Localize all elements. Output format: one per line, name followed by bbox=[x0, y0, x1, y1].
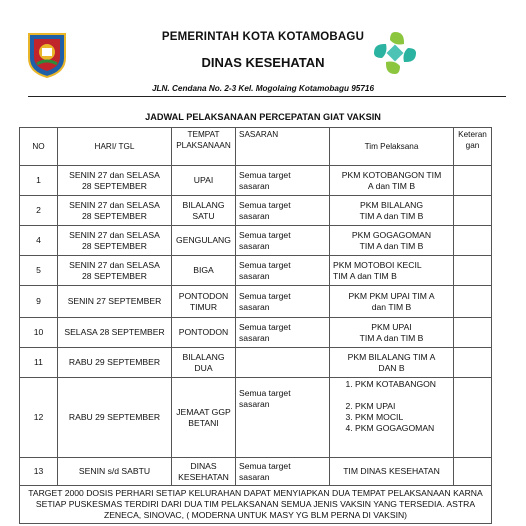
cell-tempat: PONTODON bbox=[172, 318, 236, 348]
table-row bbox=[20, 458, 492, 486]
footer-note: TARGET 2000 DOSIS PERHARI SETIAP KELURAHAN DAPAT MENYIAPKAN DUA TEMPAT PELAKSANAAN KARNA SETIAP PUSKESMAS TERDIRI DARI DUA TIM PELAKSANAN SEMUA JENIS VAKSIN YANG TERSEDIA. ASTRA ZENECA, SINOVAC, ( MODERNA UNTUK MASY YG BLM PERNA DI VAKSIN) bbox=[20, 486, 492, 524]
table-row bbox=[20, 378, 492, 458]
cell-tim: PKM BILALANG TIM A DAN B bbox=[330, 348, 454, 378]
cell-no: 10 bbox=[20, 318, 58, 348]
cell-hari: SENIN 27 dan SELASA 28 SEPTEMBER bbox=[58, 196, 172, 226]
cell-tim bbox=[330, 378, 454, 458]
header-no: NO bbox=[20, 128, 58, 166]
cell-tempat: GENGULANG bbox=[172, 226, 236, 256]
cell-sasaran: Semua target sasaran bbox=[236, 256, 330, 286]
header-tim: Tim Pelaksana bbox=[330, 128, 454, 166]
cell-tempat: UPAI bbox=[172, 166, 236, 196]
list-item: 4. PKM GOGAGOMAN bbox=[355, 423, 450, 434]
table-row bbox=[20, 286, 492, 318]
header-hari: HARI/ TGL bbox=[58, 128, 172, 166]
cell-tim: PKM MOTOBOI KECIL TIM A dan TIM B bbox=[330, 256, 454, 286]
header-sasaran: SASARAN bbox=[236, 128, 330, 166]
cell-hari: RABU 29 SEPTEMBER bbox=[58, 348, 172, 378]
cell-keterangan bbox=[454, 166, 492, 196]
cell-tempat: BILALANG SATU bbox=[172, 196, 236, 226]
table-row bbox=[20, 256, 492, 286]
cell-no: 11 bbox=[20, 348, 58, 378]
cell-tempat: JEMAAT GGP BETANI bbox=[172, 378, 236, 458]
cell-tim: PKM KOTOBANGON TIM A dan TIM B bbox=[330, 166, 454, 196]
cell-keterangan bbox=[454, 458, 492, 486]
table-footer-row bbox=[20, 486, 492, 524]
cell-tempat: BIGA bbox=[172, 256, 236, 286]
agency-name: DINAS KESEHATAN bbox=[201, 55, 325, 70]
cell-tim: TIM DINAS KESEHATAN bbox=[330, 458, 454, 486]
cell-sasaran: Semua target sasaran bbox=[236, 318, 330, 348]
cell-no: 1 bbox=[20, 166, 58, 196]
cell-hari: SENIN s/d SABTU bbox=[58, 458, 172, 486]
table-header-row bbox=[20, 128, 492, 166]
cell-keterangan bbox=[454, 378, 492, 458]
table-row bbox=[20, 348, 492, 378]
cell-tempat: DINAS KESEHATAN bbox=[172, 458, 236, 486]
cell-no: 5 bbox=[20, 256, 58, 286]
cell-no: 12 bbox=[20, 378, 58, 458]
cell-keterangan bbox=[454, 286, 492, 318]
list-item: 2. PKM UPAI bbox=[355, 401, 450, 412]
cell-no: 2 bbox=[20, 196, 58, 226]
table-row bbox=[20, 226, 492, 256]
document-title: JADWAL PELAKSANAAN PERCEPATAN GIAT VAKSIN bbox=[145, 112, 381, 122]
cell-sasaran: Semua target sasaran bbox=[236, 286, 330, 318]
cell-hari: RABU 29 SEPTEMBER bbox=[58, 378, 172, 458]
cell-keterangan bbox=[454, 256, 492, 286]
cell-no: 4 bbox=[20, 226, 58, 256]
cell-tim: PKM BILALANG TIM A dan TIM B bbox=[330, 196, 454, 226]
gov-name: PEMERINTAH KOTA KOTAMOBAGU bbox=[161, 31, 365, 43]
tim-list bbox=[333, 379, 450, 434]
cell-sasaran: Semua target sasaran bbox=[236, 226, 330, 256]
cell-tempat: PONTODON TIMUR bbox=[172, 286, 236, 318]
table-row bbox=[20, 166, 492, 196]
header-tempat: TEMPAT PLAKSANAAN bbox=[172, 128, 236, 166]
table-row bbox=[20, 196, 492, 226]
cell-keterangan bbox=[454, 318, 492, 348]
cell-hari: SELASA 28 SEPTEMBER bbox=[58, 318, 172, 348]
header-divider bbox=[28, 96, 506, 97]
cell-hari: SENIN 27 SEPTEMBER bbox=[58, 286, 172, 318]
cell-tim: PKM UPAI TIM A dan TIM B bbox=[330, 318, 454, 348]
address: JLN. Cendana No. 2-3 Kel. Mogolaing Kotamobagu 95716 bbox=[151, 84, 374, 93]
cell-hari: SENIN 27 dan SELASA 28 SEPTEMBER bbox=[58, 166, 172, 196]
cell-tempat: BILALANG DUA bbox=[172, 348, 236, 378]
cell-sasaran: Semua target sasaran bbox=[236, 458, 330, 486]
cell-no: 9 bbox=[20, 286, 58, 318]
cell-sasaran: Semua target sasaran bbox=[236, 196, 330, 226]
cell-tim: PKM PKM UPAI TIM A dan TIM B bbox=[330, 286, 454, 318]
health-ministry-logo-icon bbox=[372, 30, 418, 76]
table-row bbox=[20, 318, 492, 348]
list-item: 1. PKM KOTABANGON bbox=[355, 379, 450, 390]
schedule-table bbox=[19, 127, 492, 524]
cell-tim: PKM GOGAGOMAN TIM A dan TIM B bbox=[330, 226, 454, 256]
cell-keterangan bbox=[454, 348, 492, 378]
letterhead bbox=[0, 0, 526, 96]
cell-hari: SENIN 27 dan SELASA 28 SEPTEMBER bbox=[58, 256, 172, 286]
cell-hari: SENIN 27 dan SELASA 28 SEPTEMBER bbox=[58, 226, 172, 256]
cell-sasaran: Semua target sasaran bbox=[236, 166, 330, 196]
list-item: 3. PKM MOCIL bbox=[355, 412, 450, 423]
header-keterangan: Keteran gan bbox=[454, 128, 492, 166]
cell-sasaran: Semua target sasaran bbox=[236, 378, 330, 458]
cell-keterangan bbox=[454, 196, 492, 226]
cell-no: 13 bbox=[20, 458, 58, 486]
cell-sasaran bbox=[236, 348, 330, 378]
cell-keterangan bbox=[454, 226, 492, 256]
